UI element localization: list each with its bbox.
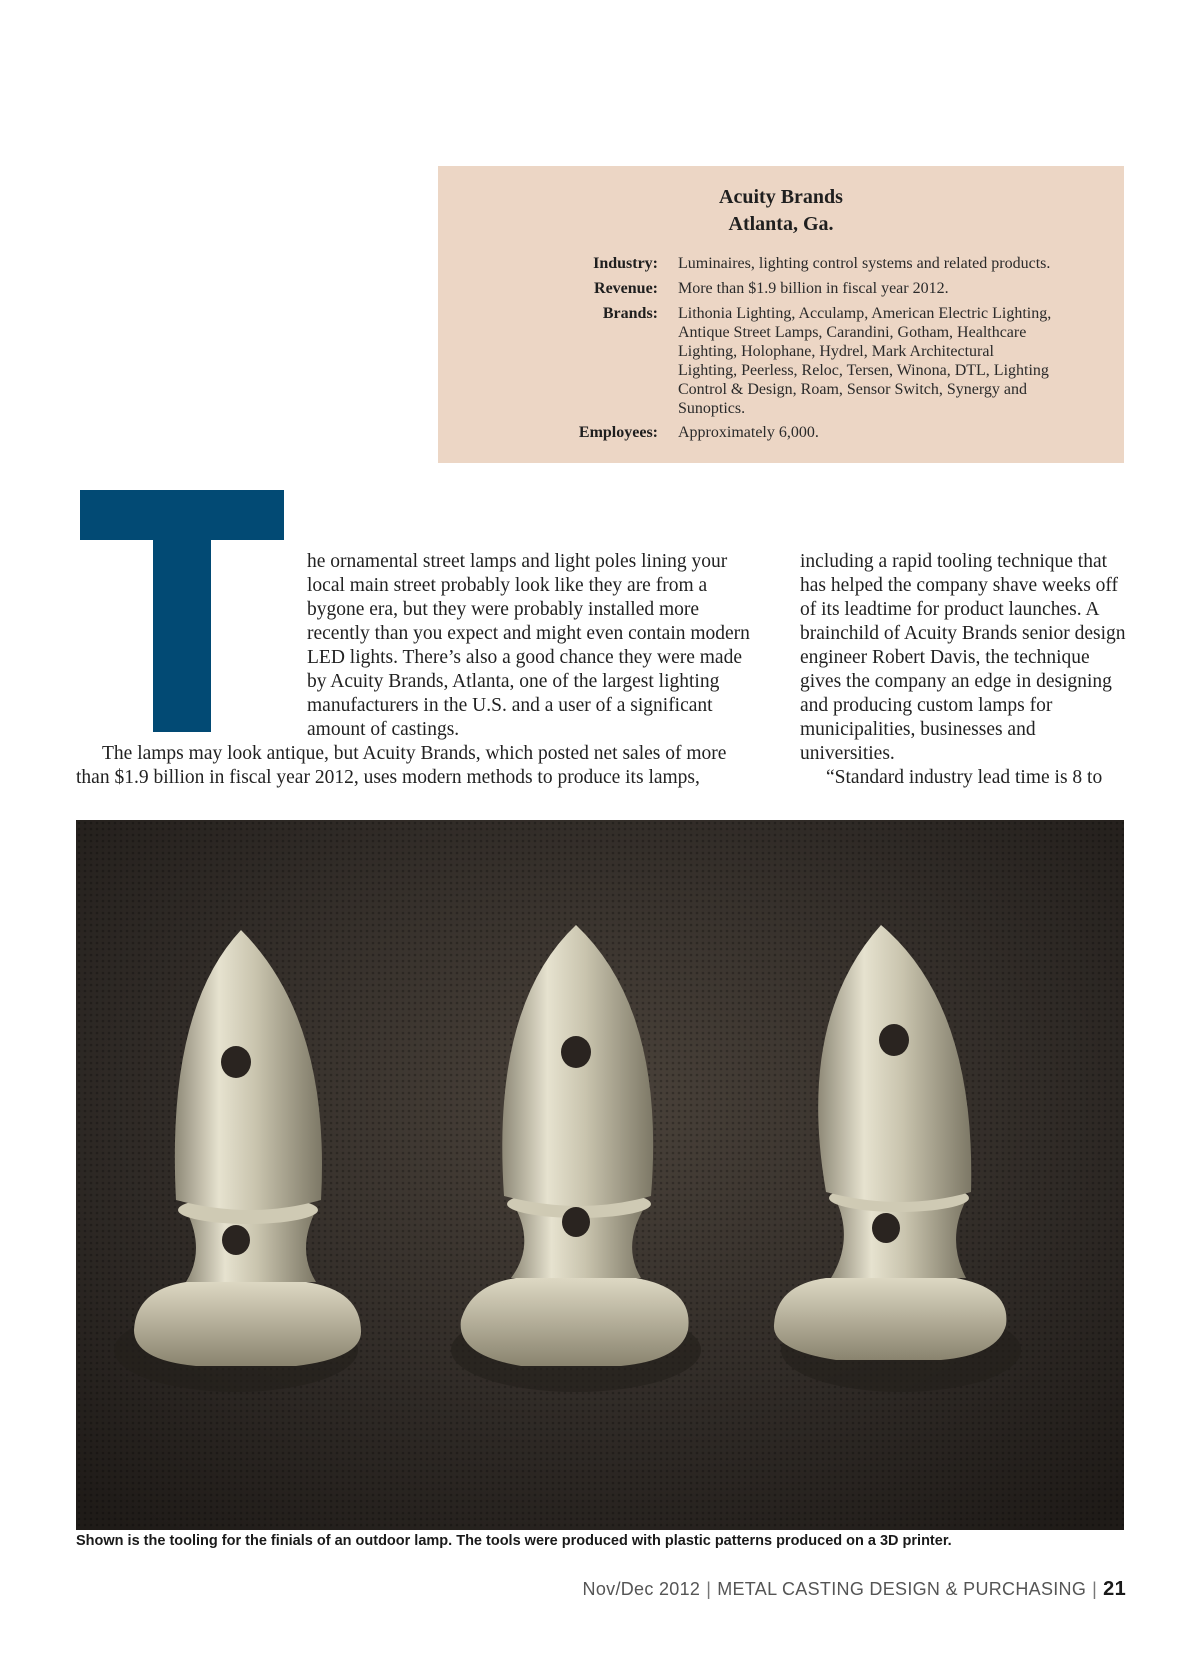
page-number: 21 <box>1103 1578 1126 1600</box>
page-footer <box>583 1578 1126 1601</box>
issue-date: Nov/Dec 2012 <box>582 1579 701 1599</box>
company-name: Acuity Brands <box>719 186 843 208</box>
fact-box <box>438 166 1124 463</box>
article-paragraph-3: including a rapid tooling technique that has helped the company shave weeks off of its leadtime for product launches. A brainchild of Acuity Brands senior design engineer Robert Davis, the technique gives the company an edge in designing and producing custom lamps for municipalities, businesses and universities. <box>800 551 1126 764</box>
company-location: Atlanta, Ga. <box>728 213 834 235</box>
fact-box-title <box>438 184 1124 238</box>
fact-label: Revenue: <box>594 280 658 297</box>
article-paragraph-4: “Standard industry lead time is 8 to <box>826 767 1103 788</box>
article-paragraph-2: The lamps may look antique, but Acuity Brands, which posted net sales of more than $1.9 billion in fiscal year 2012, uses modern methods to produce its lamps, <box>76 743 727 788</box>
fact-value: Approximately 6,000. <box>678 424 819 441</box>
fact-value: Luminaires, lighting control systems and related products. <box>678 255 1051 272</box>
footer-separator: | <box>1092 1579 1098 1599</box>
photo-caption: Shown is the tooling for the finials of an outdoor lamp. The tools were produced with plastic patterns produced on a 3D printer. <box>76 1533 952 1549</box>
fact-label: Brands: <box>602 305 658 322</box>
drop-cap-stem <box>153 490 211 732</box>
footer-separator: | <box>706 1579 712 1599</box>
article-column-1-top <box>307 550 762 742</box>
fact-value: Lithonia Lighting, Acculamp, American Electric Lighting, Antique Street Lamps, Carandini, Gotham, Healthcare Lighting, Holophane, Hydrel, Mark Architectural Lighting, Peerless, Reloc, Tersen, Winona, DTL, Lighting Control & Design, Roam, Sensor Switch, Synergy and Sunoptics. <box>678 305 1052 417</box>
fact-label: Employees: <box>578 424 658 441</box>
fact-label: Industry: <box>593 255 658 272</box>
article-paragraph-1: he ornamental street lamps and light poles lining your local main street probably look like they are from a bygone era, but they were probably installed more recently than you expect and might even contain modern LED lights. There’s also a good chance they were made by Acuity Brands, Atlanta, one of the largest lighting manufacturers in the U.S. and a user of a significant amount of castings. <box>307 551 750 740</box>
article-column-2 <box>800 550 1130 790</box>
finial-tooling-photo <box>76 820 1124 1530</box>
drop-cap <box>80 490 284 732</box>
article-column-1-bottom <box>76 742 762 790</box>
magazine-title: METAL CASTING DESIGN & PURCHASING <box>717 1579 1087 1599</box>
fact-value: More than $1.9 billion in fiscal year 2012. <box>678 280 949 297</box>
